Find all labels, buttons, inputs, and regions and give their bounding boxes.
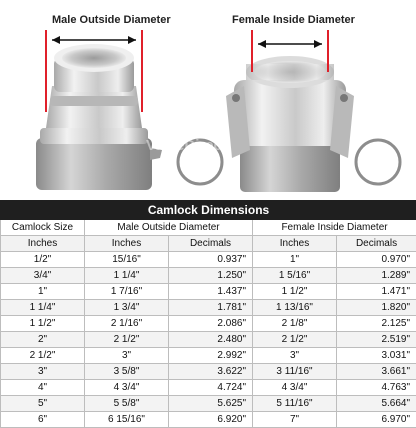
cell-camlock-size: 4" (1, 380, 85, 396)
cell-female-decimals: 2.519" (337, 332, 416, 348)
male-adapter (36, 44, 162, 190)
cell-male-decimals: 0.937" (169, 252, 253, 268)
table-row (1, 284, 416, 300)
cell-female-decimals: 6.970" (337, 412, 416, 428)
table-row (1, 348, 416, 364)
cell-female-inches: 7" (253, 412, 337, 428)
header-female-inside-diameter: Female Inside Diameter (253, 220, 416, 236)
cell-female-inches: 4 3/4" (253, 380, 337, 396)
table-body (1, 252, 416, 428)
cell-male-inches: 3" (85, 348, 169, 364)
cell-female-inches: 5 11/16" (253, 396, 337, 412)
cell-male-decimals: 1.250" (169, 268, 253, 284)
cell-female-inches: 3 11/16" (253, 364, 337, 380)
cell-camlock-size: 1 1/4" (1, 300, 85, 316)
cell-male-decimals: 1.781" (169, 300, 253, 316)
cell-camlock-size: 1/2" (1, 252, 85, 268)
cell-male-inches: 1 7/16" (85, 284, 169, 300)
subheader-male-inches: Inches (85, 236, 169, 252)
cell-female-inches: 1 1/2" (253, 284, 337, 300)
subheader-female-inches: Inches (253, 236, 337, 252)
subheader-size-inches: Inches (1, 236, 85, 252)
camlock-illustration (0, 0, 416, 198)
cell-female-inches: 1" (253, 252, 337, 268)
male-outside-diameter-label: Male Outside Diameter (52, 14, 171, 26)
table-row (1, 316, 416, 332)
table-row (1, 412, 416, 428)
cell-camlock-size: 6" (1, 412, 85, 428)
cell-female-decimals: 3.031" (337, 348, 416, 364)
subheader-female-decimals: Decimals (337, 236, 416, 252)
cell-female-inches: 1 5/16" (253, 268, 337, 284)
cell-female-decimals: 4.763" (337, 380, 416, 396)
cell-male-decimals: 6.920" (169, 412, 253, 428)
cell-female-decimals: 1.471" (337, 284, 416, 300)
product-photo (0, 0, 416, 198)
cell-male-inches: 15/16" (85, 252, 169, 268)
cell-male-decimals: 3.622" (169, 364, 253, 380)
cell-male-decimals: 2.086" (169, 316, 253, 332)
header-male-outside-diameter: Male Outside Diameter (85, 220, 253, 236)
cell-camlock-size: 1" (1, 284, 85, 300)
cell-camlock-size: 2" (1, 332, 85, 348)
cell-female-decimals: 5.664" (337, 396, 416, 412)
camlock-dimensions-table (0, 200, 416, 416)
cell-male-inches: 1 1/4" (85, 268, 169, 284)
cell-male-decimals: 2.992" (169, 348, 253, 364)
cell-male-decimals: 4.724" (169, 380, 253, 396)
cell-camlock-size: 3" (1, 364, 85, 380)
cell-male-inches: 4 3/4" (85, 380, 169, 396)
cell-male-inches: 3 5/8" (85, 364, 169, 380)
cell-male-inches: 2 1/16" (85, 316, 169, 332)
cell-male-decimals: 2.480" (169, 332, 253, 348)
cell-camlock-size: 3/4" (1, 268, 85, 284)
cell-male-decimals: 1.437" (169, 284, 253, 300)
table-row (1, 380, 416, 396)
table-row (1, 300, 416, 316)
cell-female-inches: 2 1/8" (253, 316, 337, 332)
subheader-male-decimals: Decimals (169, 236, 253, 252)
cell-female-inches: 1 13/16" (253, 300, 337, 316)
cell-male-inches: 2 1/2" (85, 332, 169, 348)
table-row (1, 268, 416, 284)
cell-female-inches: 3" (253, 348, 337, 364)
header-camlock-size: Camlock Size (1, 220, 85, 236)
cell-female-inches: 2 1/2" (253, 332, 337, 348)
table-row (1, 396, 416, 412)
cell-male-decimals: 5.625" (169, 396, 253, 412)
cell-male-inches: 1 3/4" (85, 300, 169, 316)
cell-camlock-size: 5" (1, 396, 85, 412)
watermark-logo: ValveDirect (146, 137, 227, 154)
table-row (1, 252, 416, 268)
cell-camlock-size: 2 1/2" (1, 348, 85, 364)
table-row (1, 364, 416, 380)
cell-male-inches: 6 15/16" (85, 412, 169, 428)
table-title: Camlock Dimensions (1, 201, 416, 220)
cell-male-inches: 5 5/8" (85, 396, 169, 412)
cell-female-decimals: 3.661" (337, 364, 416, 380)
cell-female-decimals: 2.125" (337, 316, 416, 332)
cell-female-decimals: 1.289" (337, 268, 416, 284)
cell-female-decimals: 0.970" (337, 252, 416, 268)
right-pull-ring (356, 140, 400, 184)
female-inside-diameter-label: Female Inside Diameter (232, 14, 355, 26)
cell-female-decimals: 1.820" (337, 300, 416, 316)
cell-camlock-size: 1 1/2" (1, 316, 85, 332)
table-row (1, 332, 416, 348)
female-coupler (226, 56, 354, 192)
